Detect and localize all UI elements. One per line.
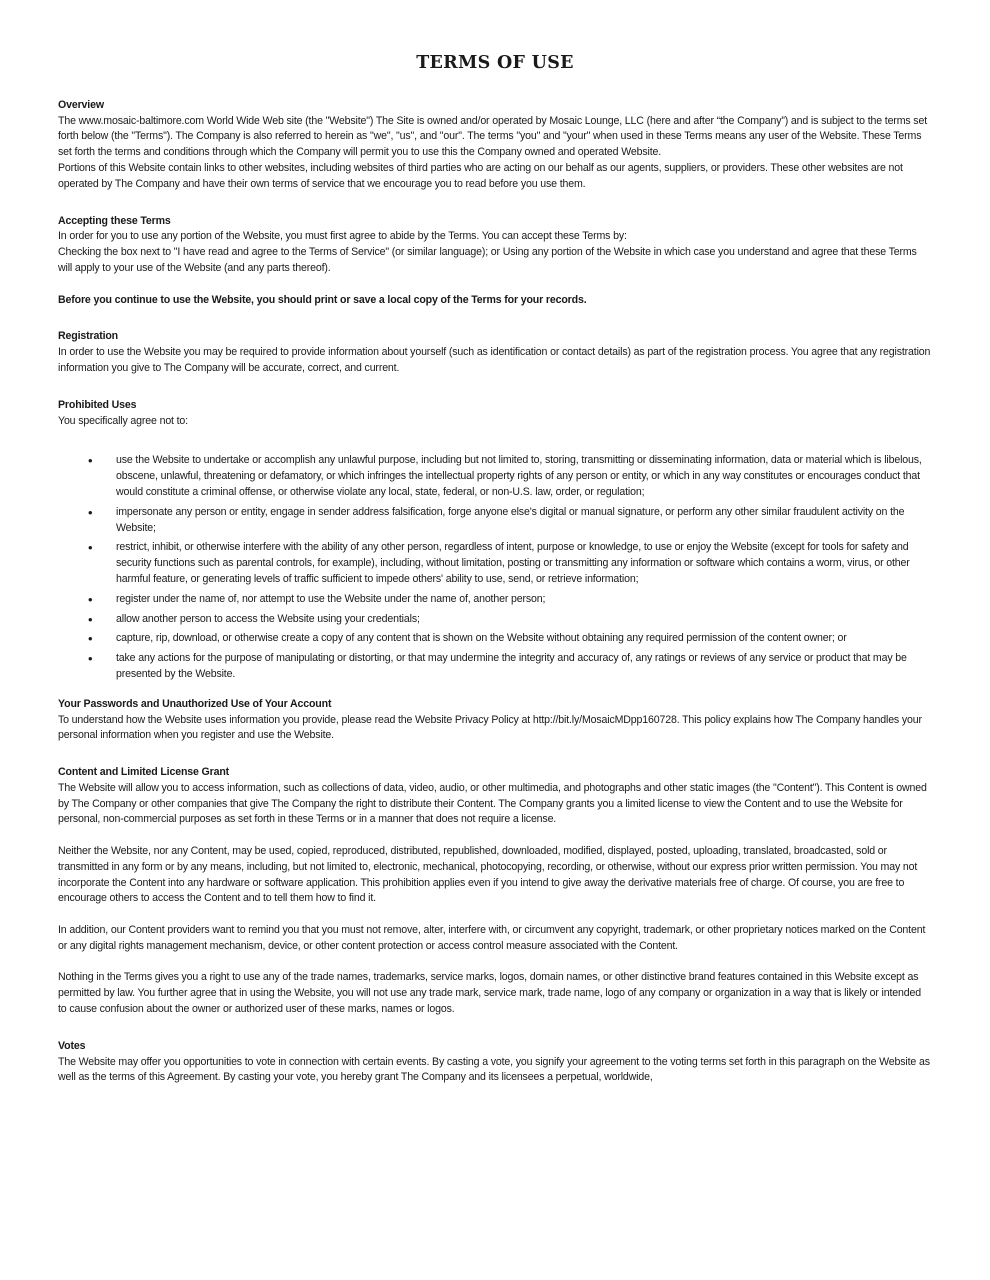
section-heading-overview: Overview: [58, 98, 104, 111]
content-paragraph-1: The Website will allow you to access information, such as collections of data, video, audio, or other multimedia, and photographs and other static images (the "Content"). This Content is owned by The Company or other companies that give The Company the right to distribute their Content. The Company grants you a limited license to view the Content and to use the Website for personal, non-commercial purposes as set forth in these Terms or in a manner that does not require a license.: [58, 781, 927, 826]
content-paragraph-3: In addition, our Content providers want to remind you that you must not remove, alter, interfere with, or circumvent any copyright, trademark, or other proprietary notices marked on the Content or any digital rights management mechanism, device, or other content protection or access control measure associated with the Content.: [58, 924, 926, 952]
list-item-text: impersonate any person or entity, engage in sender address falsification, forge anyone else's digital or manual signature, or perform any other similar fraudulent activity on the Website;: [116, 505, 905, 534]
accepting-paragraph-2: Checking the box next to "I have read and agree to the Terms of Service" (or similar language); or Using any portion of the Website in which case you understand and agree that these Terms will apply to your use of the Website (and any parts thereof).: [58, 246, 917, 274]
bullet-icon: •: [88, 504, 93, 520]
list-item-text: capture, rip, download, or otherwise create a copy of any content that is shown on the Website without obtaining any required permission of the content owner; or: [116, 632, 847, 645]
list-item: [58, 592, 932, 608]
section-heading-content-license: Content and Limited License Grant: [58, 766, 230, 779]
section-accepting: [58, 214, 932, 309]
list-item-text: allow another person to access the Website using your credentials;: [116, 612, 420, 625]
list-item-text: restrict, inhibit, or otherwise interfere with the ability of any other person, regardless of intent, purpose or knowledge, to use or enjoy the Website (except for tools for safety and security functions such as parental controls, for example), including, without limitation, posting or transmitting any information or software which contains a worm, virus, or other harmful feature, or generating levels of traffic sufficient to impede others' ability to use, send, or retrieve information;: [116, 541, 910, 585]
bullet-icon: •: [88, 453, 93, 469]
overview-paragraph-1: The www.mosaic-baltimore.com World Wide Web site (the "Website") The Site is owned and/or operated by Mosaic Lounge, LLC (here and after “the Company”) and is subject to the terms set forth below (the "Terms"). The Company is also referred to herein as "we", "us", and "our". The terms "you" and "your" when used in these Terms means any user of the Website. These Terms set forth the terms and conditions through which the Company will permit you to use this the Company owned and operated Website.: [58, 114, 927, 159]
registration-paragraph: In order to use the Website you may be required to provide information about yourself (such as identification or contact details) as part of the registration process. You agree that any registration information you give to The Company will be accurate, correct, and current.: [58, 346, 931, 374]
section-heading-passwords: Your Passwords and Unauthorized Use of Your Account: [58, 697, 332, 710]
list-item: [58, 651, 932, 683]
section-content-license: [58, 765, 932, 1018]
section-overview: [58, 98, 932, 193]
list-item-text: register under the name of, nor attempt to use the Website under the name of, another person;: [116, 592, 546, 605]
votes-paragraph: The Website may offer you opportunities to vote in connection with certain events. By casting a vote, you signify your agreement to the voting terms set forth in this paragraph on the Website as well as the terms of this Agreement. By casting your vote, you hereby grant The Company and its licensees a perpetual, worldwide,: [58, 1055, 930, 1084]
list-item: [58, 612, 932, 628]
passwords-paragraph: To understand how the Website uses information you provide, please read the Website Privacy Policy at http://bit.ly/MosaicMDpp160728. This policy explains how The Company handles your personal information when you register and use the Website.: [58, 713, 922, 742]
list-item: [58, 453, 932, 500]
list-item-text: use the Website to undertake or accomplish any unlawful purpose, including but not limited to, storing, transmitting or disseminating information, data or material which is libelous, obscene, unlawful, threatening or defamatory, or which infringes the intellectual property rights of any person or entity, or which in any way constitutes or encourages conduct that would constitute a criminal offense, or otherwise violate any local, state, federal, or non-U.S. law, order, or regulation;: [116, 454, 922, 498]
prohibited-uses-list: [58, 453, 932, 682]
print-notice: Before you continue to use the Website, you should print or save a local copy of the Terms for your records.: [58, 293, 587, 306]
section-prohibited-uses: [58, 398, 932, 683]
document-title: TERMS OF USE: [416, 53, 574, 73]
bullet-icon: •: [88, 591, 93, 607]
list-item: [58, 505, 932, 537]
list-item-text: take any actions for the purpose of manipulating or distorting, or that may undermine the integrity and accuracy of, any ratings or reviews of any service or product that may be presented by the Website.: [116, 652, 907, 680]
terms-document: [58, 53, 932, 1086]
bullet-icon: •: [88, 631, 93, 647]
content-paragraph-4: Nothing in the Terms gives you a right to use any of the trade names, trademarks, service marks, logos, domain names, or other distinctive brand features contained in this Website except as permitted by law. You further agree that in using the Website, you will not use any trade mark, service mark, trade name, logo of any company or organization in a way that is likely or intended to cause confusion about the owner or authorized user of these marks, names or logos.: [58, 971, 921, 1016]
section-heading-votes: Votes: [58, 1039, 86, 1052]
section-heading-accepting: Accepting these Terms: [58, 214, 171, 227]
section-heading-prohibited-uses: Prohibited Uses: [58, 398, 137, 411]
prohibited-intro: You specifically agree not to:: [58, 414, 188, 427]
accepting-paragraph-1: In order for you to use any portion of the Website, you must first agree to abide by the Terms. You can accept these Terms by:: [58, 230, 627, 243]
section-passwords: [58, 697, 932, 744]
section-heading-registration: Registration: [58, 330, 119, 343]
overview-paragraph-2: Portions of this Website contain links to other websites, including websites of third parties who are acting on our behalf as our agents, suppliers, or providers. These other websites are not operated by The Company and have their own terms of service that we encourage you to read before you use them.: [58, 161, 903, 190]
list-item: [58, 631, 932, 647]
bullet-icon: •: [88, 611, 93, 627]
content-paragraph-2: Neither the Website, nor any Content, may be used, copied, reproduced, distributed, republished, downloaded, modified, displayed, posted, uploading, translated, broadcasted, sold or transmitted in any form or by any means, including, but not limited to, electronic, mechanical, photocopying, recording, or otherwise, without our express prior written permission. You may not incorporate the Content into any hardware or software application. This prohibition applies even if you intend to give away the derivative materials free of charge. Of course, you are free to encourage others to access the Content and to tell them how to find it.: [58, 845, 918, 905]
bullet-icon: •: [88, 540, 93, 556]
bullet-icon: •: [88, 651, 93, 667]
list-item: [58, 540, 932, 587]
section-votes: [58, 1039, 932, 1086]
section-registration: [58, 329, 932, 376]
